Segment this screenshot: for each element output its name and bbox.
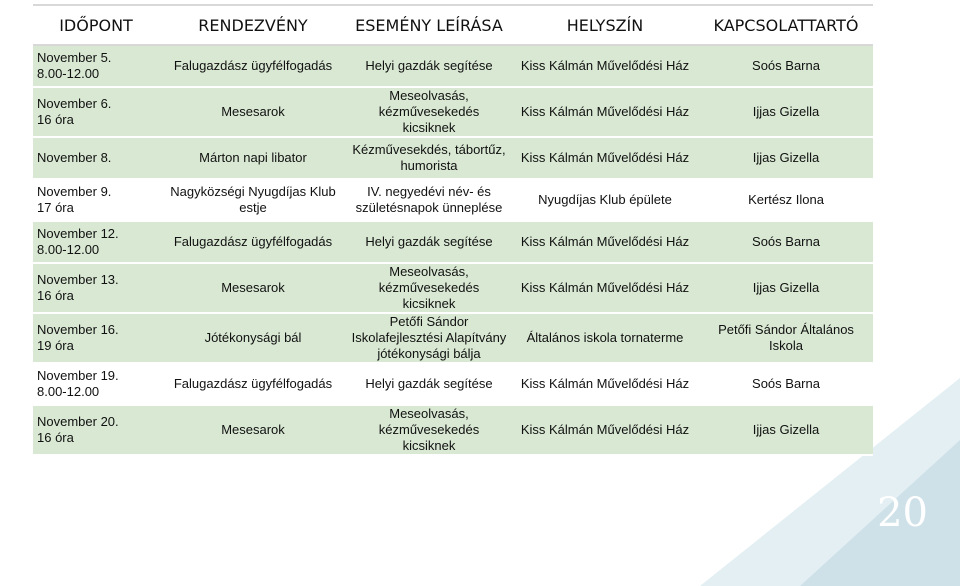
row-location: Kiss Kálmán Művelődési Ház [511,221,699,263]
date-line-2: 19 óra [37,338,74,353]
row-contact: Ijjas Gizella [699,87,873,137]
row-date [33,405,159,455]
table-row [33,221,873,263]
row-description: Meseolvasás, kézművesekedés kicsiknek [347,263,511,313]
row-description: Helyi gazdák segítése [347,221,511,263]
row-description: IV. negyedévi név- és születésnapok ünneplése [347,179,511,221]
date-line-1: November 9. [37,184,112,199]
page-number: 20 [877,490,928,536]
row-date [33,137,159,179]
row-date [33,313,159,363]
row-contact: Kertész Ilona [699,179,873,221]
row-contact: Ijjas Gizella [699,405,873,455]
table-row [33,405,873,455]
row-organizer: Mesesarok [159,405,347,455]
row-contact: Soós Barna [699,221,873,263]
table-row [33,137,873,179]
row-description: Petőfi Sándor Iskolafejlesztési Alapítvány jótékonysági bálja [347,313,511,363]
table-row [33,45,873,87]
table-row [33,179,873,221]
row-contact: Soós Barna [699,45,873,87]
date-line-2: 8.00-12.00 [37,242,100,257]
row-description: Kézművesekdés, tábortűz, humorista [347,137,511,179]
row-organizer: Márton napi libator [159,137,347,179]
row-description: Helyi gazdák segítése [347,363,511,405]
table-row [33,263,873,313]
row-contact: Ijjas Gizella [699,137,873,179]
date-line-2: 8.00-12.00 [37,66,100,81]
row-location: Kiss Kálmán Művelődési Ház [511,363,699,405]
row-date [33,221,159,263]
row-contact: Ijjas Gizella [699,263,873,313]
header-organizer: RENDEZVÉNY [159,5,347,45]
row-location: Általános iskola tornaterme [511,313,699,363]
date-line-2: 8.00-12.00 [37,384,100,399]
row-date [33,363,159,405]
date-line-2: 17 óra [37,200,74,215]
row-organizer: Jótékonysági bál [159,313,347,363]
row-contact: Soós Barna [699,363,873,405]
row-description: Helyi gazdák segítése [347,45,511,87]
row-date [33,45,159,87]
row-location: Nyugdíjas Klub épülete [511,179,699,221]
row-organizer: Mesesarok [159,263,347,313]
header-date: IDŐPONT [33,5,159,45]
row-contact: Petőfi Sándor Általános Iskola [699,313,873,363]
row-organizer: Falugazdász ügyfélfogadás [159,45,347,87]
row-location: Kiss Kálmán Művelődési Ház [511,137,699,179]
row-date [33,263,159,313]
row-location: Kiss Kálmán Művelődési Ház [511,263,699,313]
date-line-1: November 19. [37,368,119,383]
table-row [33,363,873,405]
event-schedule-table [33,4,873,456]
row-location: Kiss Kálmán Művelődési Ház [511,45,699,87]
row-organizer: Nagyközségi Nyugdíjas Klub estje [159,179,347,221]
row-organizer: Falugazdász ügyfélfogadás [159,363,347,405]
date-line-1: November 13. [37,272,119,287]
row-location: Kiss Kálmán Művelődési Ház [511,405,699,455]
date-line-2: 16 óra [37,430,74,445]
date-line-1: November 12. [37,226,119,241]
row-location: Kiss Kálmán Művelődési Ház [511,87,699,137]
header-contact: KAPCSOLATTARTÓ [699,5,873,45]
date-line-1: November 6. [37,96,112,111]
row-date [33,179,159,221]
date-line-2: 16 óra [37,288,74,303]
row-organizer: Mesesarok [159,87,347,137]
row-date [33,87,159,137]
table-header-row [33,5,873,45]
table-row [33,313,873,363]
date-line-1: November 5. [37,50,112,65]
date-line-2: 16 óra [37,112,74,127]
header-description: ESEMÉNY LEÍRÁSA [347,5,511,45]
date-line-1: November 20. [37,414,119,429]
date-line-1: November 16. [37,322,119,337]
row-description: Meseolvasás, kézművesekedés kicsiknek [347,405,511,455]
row-organizer: Falugazdász ügyfélfogadás [159,221,347,263]
date-line-1: November 8. [37,150,112,165]
table-row [33,87,873,137]
header-location: HELYSZÍN [511,5,699,45]
row-description: Meseolvasás, kézművesekedés kicsiknek [347,87,511,137]
